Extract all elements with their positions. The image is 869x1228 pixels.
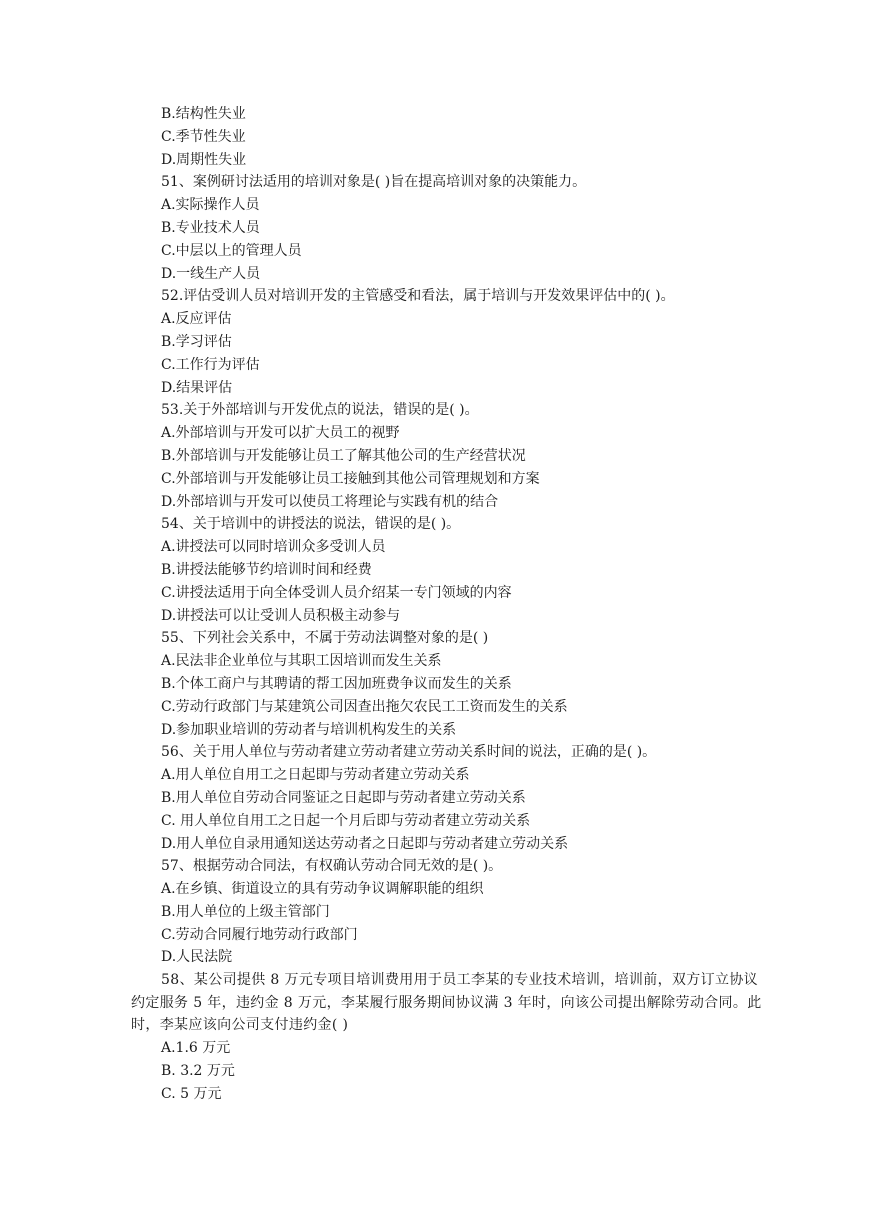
option-line: A.讲授法可以同时培训众多受训人员 (161, 539, 386, 556)
question-58-stem: 58、某公司提供 8 万元专项目培训费用用于员工李某的专业技术培训，培训前，双方订立协议约定服务 5 年，违约金 8 万元，李某履行服务期间协议满 3 年时，向该公司提出解除劳动合同。此时，李某应该向公司支付违约金( ) (131, 972, 762, 1034)
document-body (131, 103, 771, 1105)
option-line: A.实际操作人员 (161, 197, 260, 214)
option-line: B.个体工商户与其聘请的帮工因加班费争议而发生的关系 (161, 675, 512, 692)
option-line: B.用人单位自劳动合同鉴证之日起即与劳动者建立劳动关系 (161, 789, 526, 806)
option-line: A.反应评估 (161, 311, 232, 328)
question-55: 55、下列社会关系中，不属于劳动法调整对象的是( ) (161, 630, 489, 647)
option-line: B.用人单位的上级主管部门 (161, 903, 330, 920)
option-line: C. 用人单位自用工之日起一个月后即与劳动者建立劳动关系 (161, 812, 531, 829)
option-line: D.外部培训与开发可以使员工将理论与实践有机的结合 (161, 493, 499, 510)
option-line: A.用人单位自用工之日起即与劳动者建立劳动关系 (161, 767, 470, 784)
option-line: D.参加职业培训的劳动者与培训机构发生的关系 (161, 721, 457, 738)
question-58-option: A.1.6 万元 (161, 1040, 231, 1057)
option-line: B.学习评估 (161, 333, 232, 350)
option-line: B.外部培训与开发能够让员工了解其他公司的生产经营状况 (161, 447, 526, 464)
question-52: 52.评估受训人员对培训开发的主管感受和看法，属于培训与开发效果评估中的( )。 (161, 288, 675, 305)
question-58-option: B. 3.2 万元 (161, 1062, 235, 1079)
option-line: C.劳动行政部门与某建筑公司因查出拖欠农民工工资而发生的关系 (161, 698, 568, 715)
question-54: 54、关于培训中的讲授法的说法，错误的是( )。 (161, 516, 461, 533)
option-line: D.结果评估 (161, 379, 233, 396)
option-line: B.结构性失业 (161, 106, 246, 122)
option-line: B.讲授法能够节约培训时间和经费 (161, 561, 372, 578)
option-line: C.讲授法适用于向全体受训人员介绍某一专门领域的内容 (161, 584, 512, 601)
option-line: C.工作行为评估 (161, 356, 260, 373)
option-line: D.一线生产人员 (161, 265, 261, 282)
option-line: B.专业技术人员 (161, 219, 260, 236)
question-57: 57、根据劳动合同法，有权确认劳动合同无效的是( )。 (161, 858, 503, 875)
option-line: A.在乡镇、街道设立的具有劳动争议调解职能的组织 (161, 881, 484, 898)
option-line: D.人民法院 (161, 949, 233, 966)
option-line: C.外部培训与开发能够让员工接触到其他公司管理规划和方案 (161, 470, 540, 487)
question-58-option: C. 5 万元 (161, 1085, 222, 1102)
option-line: D.周期性失业 (161, 151, 247, 168)
option-line: C.季节性失业 (161, 128, 246, 145)
option-line: C.劳动合同履行地劳动行政部门 (161, 926, 358, 943)
question-53: 53.关于外部培训与开发优点的说法，错误的是( )。 (161, 402, 479, 419)
option-line: C.中层以上的管理人员 (161, 242, 302, 259)
option-line: A.外部培训与开发可以扩大员工的视野 (161, 425, 400, 442)
question-56: 56、关于用人单位与劳动者建立劳动者建立劳动关系时间的说法，正确的是( )。 (161, 744, 657, 761)
option-line: D.讲授法可以让受训人员积极主动参与 (161, 607, 401, 624)
question-51: 51、案例研讨法适用的培训对象是( )旨在提高培训对象的决策能力。 (161, 174, 587, 191)
option-line: D.用人单位自录用通知送达劳动者之日起即与劳动者建立劳动关系 (161, 835, 569, 852)
option-line: A.民法非企业单位与其职工因培训而发生关系 (161, 653, 442, 670)
